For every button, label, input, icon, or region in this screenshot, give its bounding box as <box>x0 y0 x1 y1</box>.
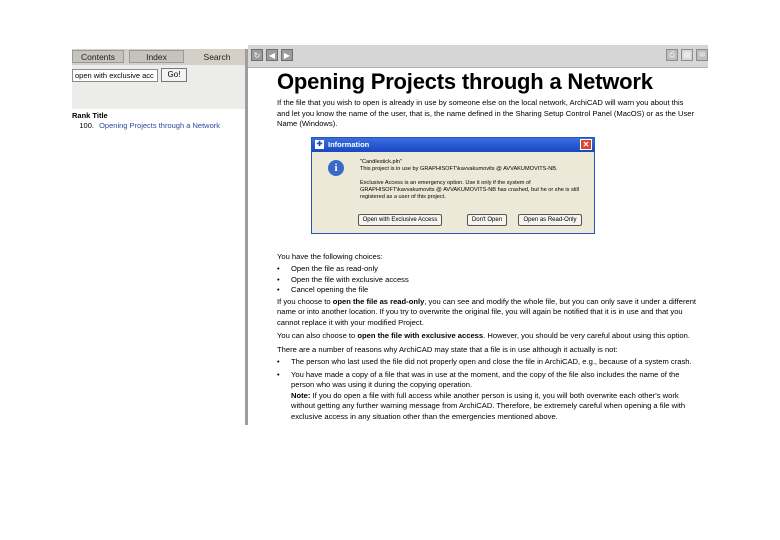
text-run-bold: open the file with exclusive access <box>357 331 484 340</box>
list-item: • Open the file as read-only <box>277 264 378 273</box>
article-content <box>277 70 697 422</box>
list-item-text: Cancel opening the file <box>291 285 369 294</box>
results-header: Rank Title <box>72 111 108 120</box>
close-icon[interactable]: ✕ <box>580 139 592 150</box>
forward-icon[interactable]: ▶ <box>281 49 293 61</box>
page-title: Opening Projects through a Network <box>277 69 653 94</box>
go-button[interactable]: Go! <box>161 68 187 82</box>
exclusive-paragraph <box>277 331 697 342</box>
list-item: • Open the file with exclusive access <box>277 274 409 284</box>
readonly-paragraph <box>277 297 697 329</box>
result-rank: 100. <box>79 121 94 130</box>
print-icon[interactable]: ⎙ <box>666 49 678 61</box>
search-result-row <box>72 121 220 130</box>
reasons-list <box>277 357 697 391</box>
tab-contents[interactable]: Contents <box>72 50 124 63</box>
text-run: . However, you should be very careful about using this option. <box>483 331 690 340</box>
text-run-bold: open the file as read-only <box>332 296 425 306</box>
dialog-title: Information <box>328 140 370 149</box>
info-icon: i <box>328 160 344 176</box>
help-toolbar <box>248 45 708 68</box>
list-item: • The person who last used the file did not properly open and close the file in ArchiCAD, e.g., because of a system crash. <box>277 357 692 366</box>
intro-paragraph: If the file that you wish to open is already in use by someone else on the local network, ArchiCAD will warn you about this and let you know the name of the user, that is, the name defined in the Sharing Setup Control Panel (MacOS) or as the User Name (Windows). <box>277 98 695 128</box>
text-run: , you can see and modify the whole file, but you can only save it under a different name or into another location. If you try to overwrite the original file, you will again be notified that it is in use and that you cannot replace it with your modified Project. <box>277 296 697 327</box>
dont-open-button[interactable]: Don't Open <box>467 214 507 226</box>
list-item-text: You have made a copy of a file that was in use at the moment, and the copy of the file also includes the name of the person who was using it during the copying operation. <box>291 369 680 389</box>
dialog-filename: "Candlestick.pln" <box>360 159 402 165</box>
reasons-lead: There are a number of reasons why ArchiCAD may state that a file is in use although it actually is not: <box>277 344 618 354</box>
open-exclusive-button[interactable]: Open with Exclusive Access <box>358 214 442 226</box>
text-run: If you choose to <box>277 296 333 306</box>
tab-search[interactable]: Search <box>203 52 231 62</box>
back-icon[interactable]: ◀ <box>266 49 278 61</box>
dialog-warning: Exclusive Access is an emergency option. Use it only if the system of GRAPHISOFT\kavvakumovits @ AVVAKUMOVITS-NB has crashed, but he or she is still registered as a user of this project. <box>360 180 580 200</box>
nav-tabs <box>72 49 245 65</box>
note-paragraph <box>277 391 697 423</box>
list-item-text: Open the file with exclusive access <box>291 274 409 284</box>
sync-icon[interactable]: ↻ <box>251 49 263 61</box>
list-item-text: The person who last used the file did not properly open and close the file in ArchiCAD, e.g., because of a system crash. <box>291 357 692 366</box>
information-dialog <box>311 137 595 234</box>
dialog-message: This project is in use by GRAPHISOFT\kavvakumovits @ AVVAKUMOVITS-NB. <box>360 166 558 172</box>
app-icon: ✚ <box>316 141 323 148</box>
list-item: • Cancel opening the file <box>277 285 369 294</box>
text-run: You can also choose to <box>277 331 358 340</box>
tab-index[interactable]: Index <box>129 50 184 63</box>
note-text: If you do open a file with full access while another person is using it, you will both overwrite each other's work without getting any further warning message from ArchiCAD. Therefore, be extremely careful when opening a file with exclusive access in any situation other than the emergencies mentioned above. <box>291 390 686 421</box>
open-readonly-button[interactable]: Open as Read-Only <box>518 214 582 226</box>
content-pane <box>248 45 708 425</box>
options-icon[interactable]: ▤ <box>681 49 693 61</box>
list-item: • You have made a copy of a file that was in use at the moment, and the copy of the file also includes the name of the person who was using it during the copying operation. <box>277 369 680 389</box>
choices-list <box>277 264 697 296</box>
navigation-pane <box>72 49 245 425</box>
note-label: Note: <box>291 390 311 400</box>
dialog-titlebar <box>312 138 594 152</box>
choices-lead: You have the following choices: <box>277 251 383 261</box>
list-item-text: Open the file as read-only <box>291 264 378 273</box>
result-link[interactable]: Opening Projects through a Network <box>99 121 220 130</box>
search-bar <box>72 65 245 109</box>
mail-icon[interactable]: ✉ <box>696 49 708 61</box>
search-input[interactable] <box>72 69 158 82</box>
